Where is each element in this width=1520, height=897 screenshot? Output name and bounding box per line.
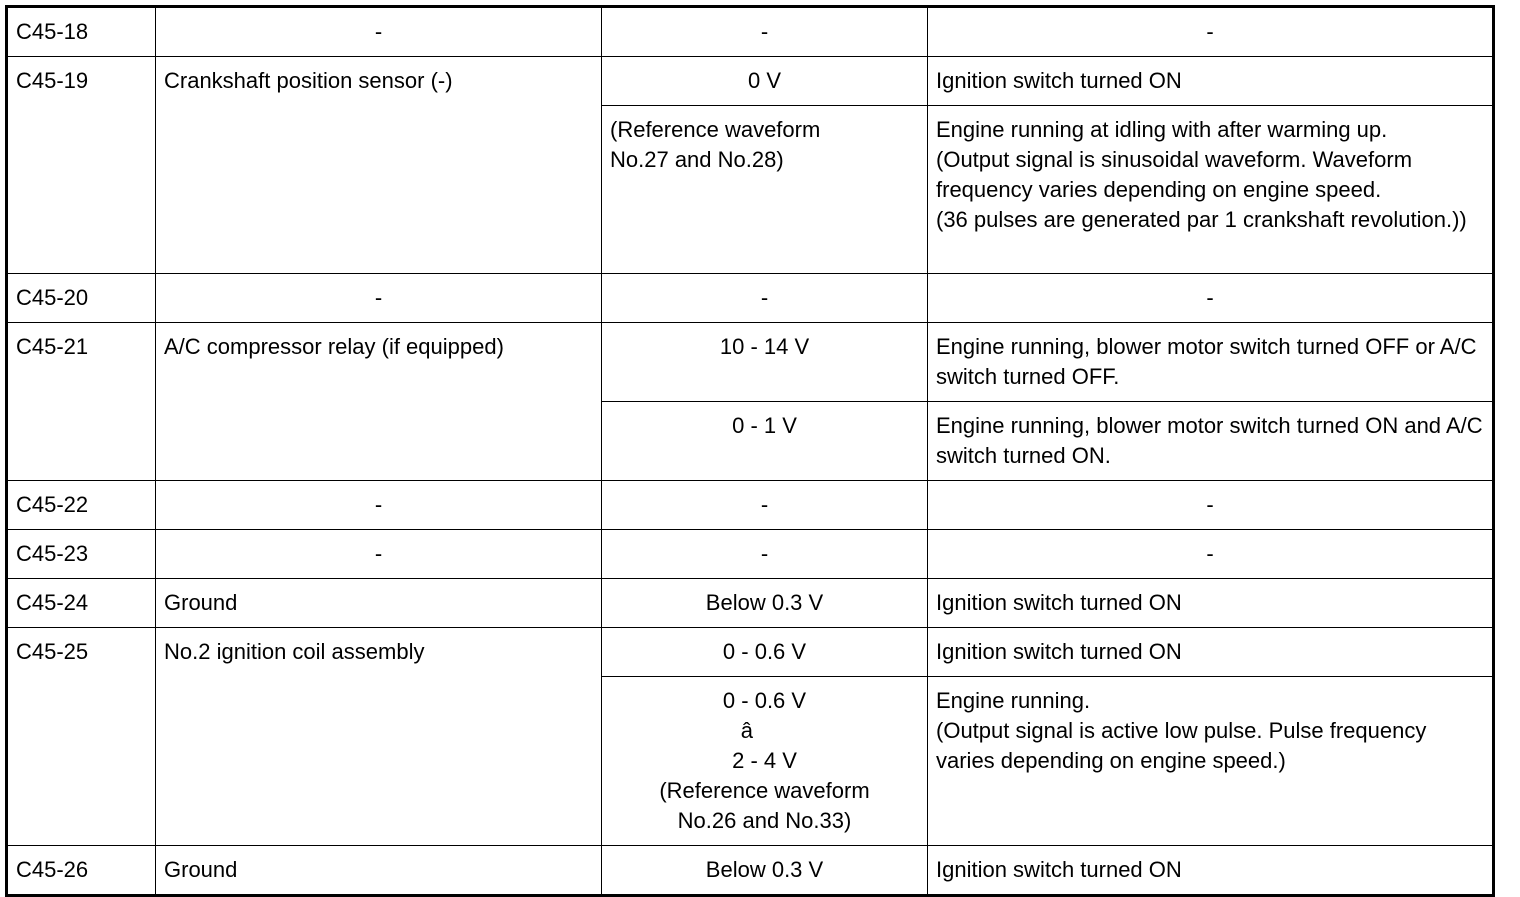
description-cell: - [156, 274, 602, 323]
terminal-cell: C45-20 [7, 274, 156, 323]
table-row [7, 57, 1494, 106]
description-cell: - [156, 530, 602, 579]
condition-cell: - [928, 7, 1494, 57]
terminal-cell: C45-26 [7, 846, 156, 896]
terminal-cell: C45-21 [7, 323, 156, 481]
condition-cell: - [928, 481, 1494, 530]
spec-cell: 0 - 0.6 V â 2 - 4 V (Reference waveform No.26 and No.33) [602, 677, 928, 846]
table-row [7, 846, 1494, 896]
condition-cell: Ignition switch turned ON [928, 579, 1494, 628]
condition-cell: - [928, 530, 1494, 579]
description-cell: - [156, 481, 602, 530]
condition-cell: Engine running. (Output signal is active low pulse. Pulse frequency varies depending on engine speed.) [928, 677, 1494, 846]
description-cell: No.2 ignition coil assembly [156, 628, 602, 846]
condition-cell: Engine running, blower motor switch turned OFF or A/C switch turned OFF. [928, 323, 1494, 402]
terminal-cell: C45-25 [7, 628, 156, 846]
terminal-cell: C45-24 [7, 579, 156, 628]
terminal-cell: C45-19 [7, 57, 156, 274]
description-cell: Crankshaft position sensor (-) [156, 57, 602, 274]
table-row [7, 481, 1494, 530]
spec-cell: - [602, 530, 928, 579]
spec-cell: 0 V [602, 57, 928, 106]
terminal-cell: C45-23 [7, 530, 156, 579]
description-cell: Ground [156, 579, 602, 628]
table-row [7, 628, 1494, 677]
table-row [7, 7, 1494, 57]
table-row [7, 579, 1494, 628]
description-cell: Ground [156, 846, 602, 896]
terminal-cell: C45-22 [7, 481, 156, 530]
table-row [7, 323, 1494, 402]
table-row [7, 530, 1494, 579]
spec-cell: - [602, 7, 928, 57]
condition-cell: Engine running, blower motor switch turned ON and A/C switch turned ON. [928, 402, 1494, 481]
condition-cell: - [928, 274, 1494, 323]
terminal-cell: C45-18 [7, 7, 156, 57]
condition-cell: Ignition switch turned ON [928, 57, 1494, 106]
condition-cell: Ignition switch turned ON [928, 846, 1494, 896]
spec-cell: 0 - 1 V [602, 402, 928, 481]
condition-cell: Engine running at idling with after warming up. (Output signal is sinusoidal waveform. Waveform frequency varies depending on engine speed. (36 pulses are generated par 1 crankshaft revolution.)) [928, 106, 1494, 274]
spec-cell: 0 - 0.6 V [602, 628, 928, 677]
terminal-spec-table [5, 5, 1495, 897]
description-cell: - [156, 7, 602, 57]
spec-cell: - [602, 481, 928, 530]
spec-cell: 10 - 14 V [602, 323, 928, 402]
table-row [7, 274, 1494, 323]
spec-cell: Below 0.3 V [602, 579, 928, 628]
spec-cell: Below 0.3 V [602, 846, 928, 896]
condition-cell: Ignition switch turned ON [928, 628, 1494, 677]
description-cell: A/C compressor relay (if equipped) [156, 323, 602, 481]
spec-cell: - [602, 274, 928, 323]
spec-cell: (Reference waveform No.27 and No.28) [602, 106, 928, 274]
